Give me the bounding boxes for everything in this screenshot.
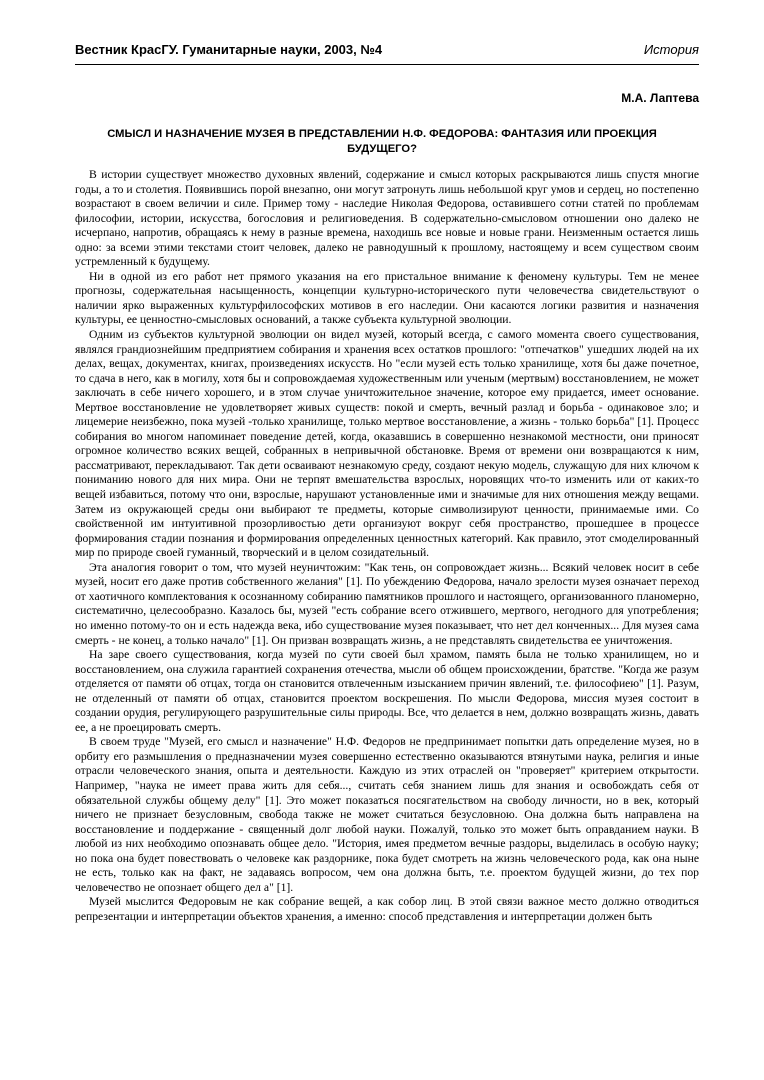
paragraph: На заре своего существования, когда музей по сути своей был храмом, память была не только хранилищем, но и восстановлением, она служила гарантией сохранения отечества, мысли об общем происхождении, братстве. "Когда же разум отделяется от памяти об отцах, тогда он становится отвлеченным изысканием причин явлений, т.е. философиею" [1]. Разум, не отделенный от памяти об отцах, становится проектом воскрешения. По мысли Федорова, миссия музея состоит в создании орудия, регулирующего разрушительные силы природы. Все, что делается в нем, должно возвращать жизнь, давать ее, а не проецировать смерть. [75,648,699,734]
header-rule [75,64,699,65]
paragraph: Ни в одной из его работ нет прямого указания на его пристальное внимание к феномену культуры. Тем не менее прогнозы, содержательная насыщенность, концепции культурно-исторического пути человечества свидетельствуют о наличии ярко выраженных культурфилософских мотивов в его наследии. Они касаются логики развития и назначения культуры, ее ценностно-смысловых оснований, а также субъекта культурной эволюции. [75,269,699,327]
paragraph: Одним из субъектов культурной эволюции он видел музей, который всегда, с самого момента своего существования, являлся грандиознейшим предприятием собирания и хранения всех остатков прошлого: "отпечатков" ушедших людей на их делах, вещах, документах, книгах, произведениях искусств. Но "если музей есть только хранилище, хотя бы даже почетное, то сдача в него, как в могилу, хотя бы и сопровождаемая художественным или ученым (мертвым) восстановлением, не может заключать в себе ничего хорошего, и в этом случае уничтожительное значение, которое ему придается, имеет основание. Мертвое восстановление не удовлетворяет живых существ: покой и смерть, вечный разлад и борьба - одинаковое зло; и лицемерие неизбежно, пока музей -только хранилище, только мертвое восстановление, а жизнь - только борьба" [1]. Процесс собирания во многом напоминает поведение детей, когда, оказавшись в совершенно незнакомой местности, они приносят огромное количество всяких вещей, собранных в непривычной обстановке. Время от времени они возвращаются к ним, рассматривают, перекладывают. Так дети осваивают незнакомую среду, создают некую модель, служащую для них ключом к пониманию нового для них мира. Они не терпят вмешательства взрослых, норовящих что-то изменить или от каких-то вещей избавиться, потому что они, взрослые, нарушают установленные ими и значимые для них отношения между вещами. Затем из окружающей среды они выбирают те предметы, которые символизируют ценности, принимаемые ими. Со свойственной им интуитивной прозорливостью дети организуют вокруг себя пространство, прошедшее в процессе формирования стадии познания и формирования определенных ценностных категорий. Как правило, этот смоделированный мир по природе своей гуманный, творческий и в целом созидательный. [75,328,699,560]
paragraph: В истории существует множество духовных явлений, содержание и смысл которых раскрываются лишь спустя многие годы, а то и столетия. Появившись порой внезапно, они могут затронуть лишь небольшой круг умов и сердец, но постепенно возрастают в своем величии и силе. Пример тому - наследие Николая Федорова, оставившего сотни статей по проблемам философии, истории, искусства, богословия и религиоведения. В содержательно-смысловом отношении оно далеко не исчерпано, напротив, обращаясь к нему в разные времена, находишь все новые и новые грани. Неизменным остается лишь одно: за всеми этими текстами стоит человек, далеко не равнодушный к прошлому, настоящему и всем существом своим устремленный к будущему. [75,168,699,269]
paragraph: В своем труде "Музей, его смысл и назначение" Н.Ф. Федоров не предпринимает попытки дать определение музея, но в орбиту его размышления о предназначении музея совершенно естественно оказываются втянутыми наука, религия и иные отрасли человеческого знания, опыта и деятельности. Каждую из этих отраслей он "проверяет" критерием открытости. Например, "наука не имеет права жить для себя..., считать себя знанием лишь для знания и освобождать себя от обязательной службы общему делу" [1]. Это может показаться посягательством на свободу личности, но в век, который ничего не признает безусловным, свобода также не может считаться безусловною. Она должна быть направлена на восстановление и поддержание - священный долг любой науки. Пожалуй, только это может быть оправданием науки. В любой из них необходимо опознавать общее дело. "История, имея предметом вечные раздоры, выделилась в особую науку; но пока она будет повествовать о человеке как раздорнике, пока будет смотреть на жизнь человеческого рода, как она ныне не есть, только как на факт, не задаваясь вопросом, чем она должна быть, т.е. проектом будущей жизни, до тех пор человечество не опознает общего дел а" [1]. [75,735,699,894]
article-author: М.А. Лаптева [621,91,699,105]
section-name: История [643,42,699,57]
journal-title: Вестник КрасГУ. Гуманитарные науки, 2003, №4 [75,42,383,57]
article-body [75,168,699,924]
article-title: СМЫСЛ И НАЗНАЧЕНИЕ МУЗЕЯ В ПРЕДСТАВЛЕНИИ Н.Ф. ФЕДОРОВА: ФАНТАЗИЯ ИЛИ ПРОЕКЦИЯ БУДУЩЕГО? [107,128,657,155]
paragraph: Эта аналогия говорит о том, что музей неуничтожим: "Как тень, он сопровождает жизнь... Всякий человек носит в себе музей, носит его даже против собственного желания" [1]. По убеждению Федорова, начало зрелости музея означает переход от хаотичного комплектования к осознанному собиранию памятников прошлого и настоящего, организованного планомерно, систематично, целесообразно. Казалось бы, музей "есть собрание всего отжившего, мертвого, негодного для употребления; но именно потому-то он и есть надежда века, ибо существование музея показывает, что нет дел конченных... Для музея сама смерть - не конец, а только начало" [1]. Он призван возвращать жизнь, а не представлять свидетельства ее уничтожения. [75,560,699,647]
paragraph: Музей мыслится Федоровым не как собрание вещей, а как собор лиц. В этой связи важное место должно отводиться репрезентации и интерпретации объектов хранения, а именно: способ представления и интерпретации должен быть [75,895,699,923]
